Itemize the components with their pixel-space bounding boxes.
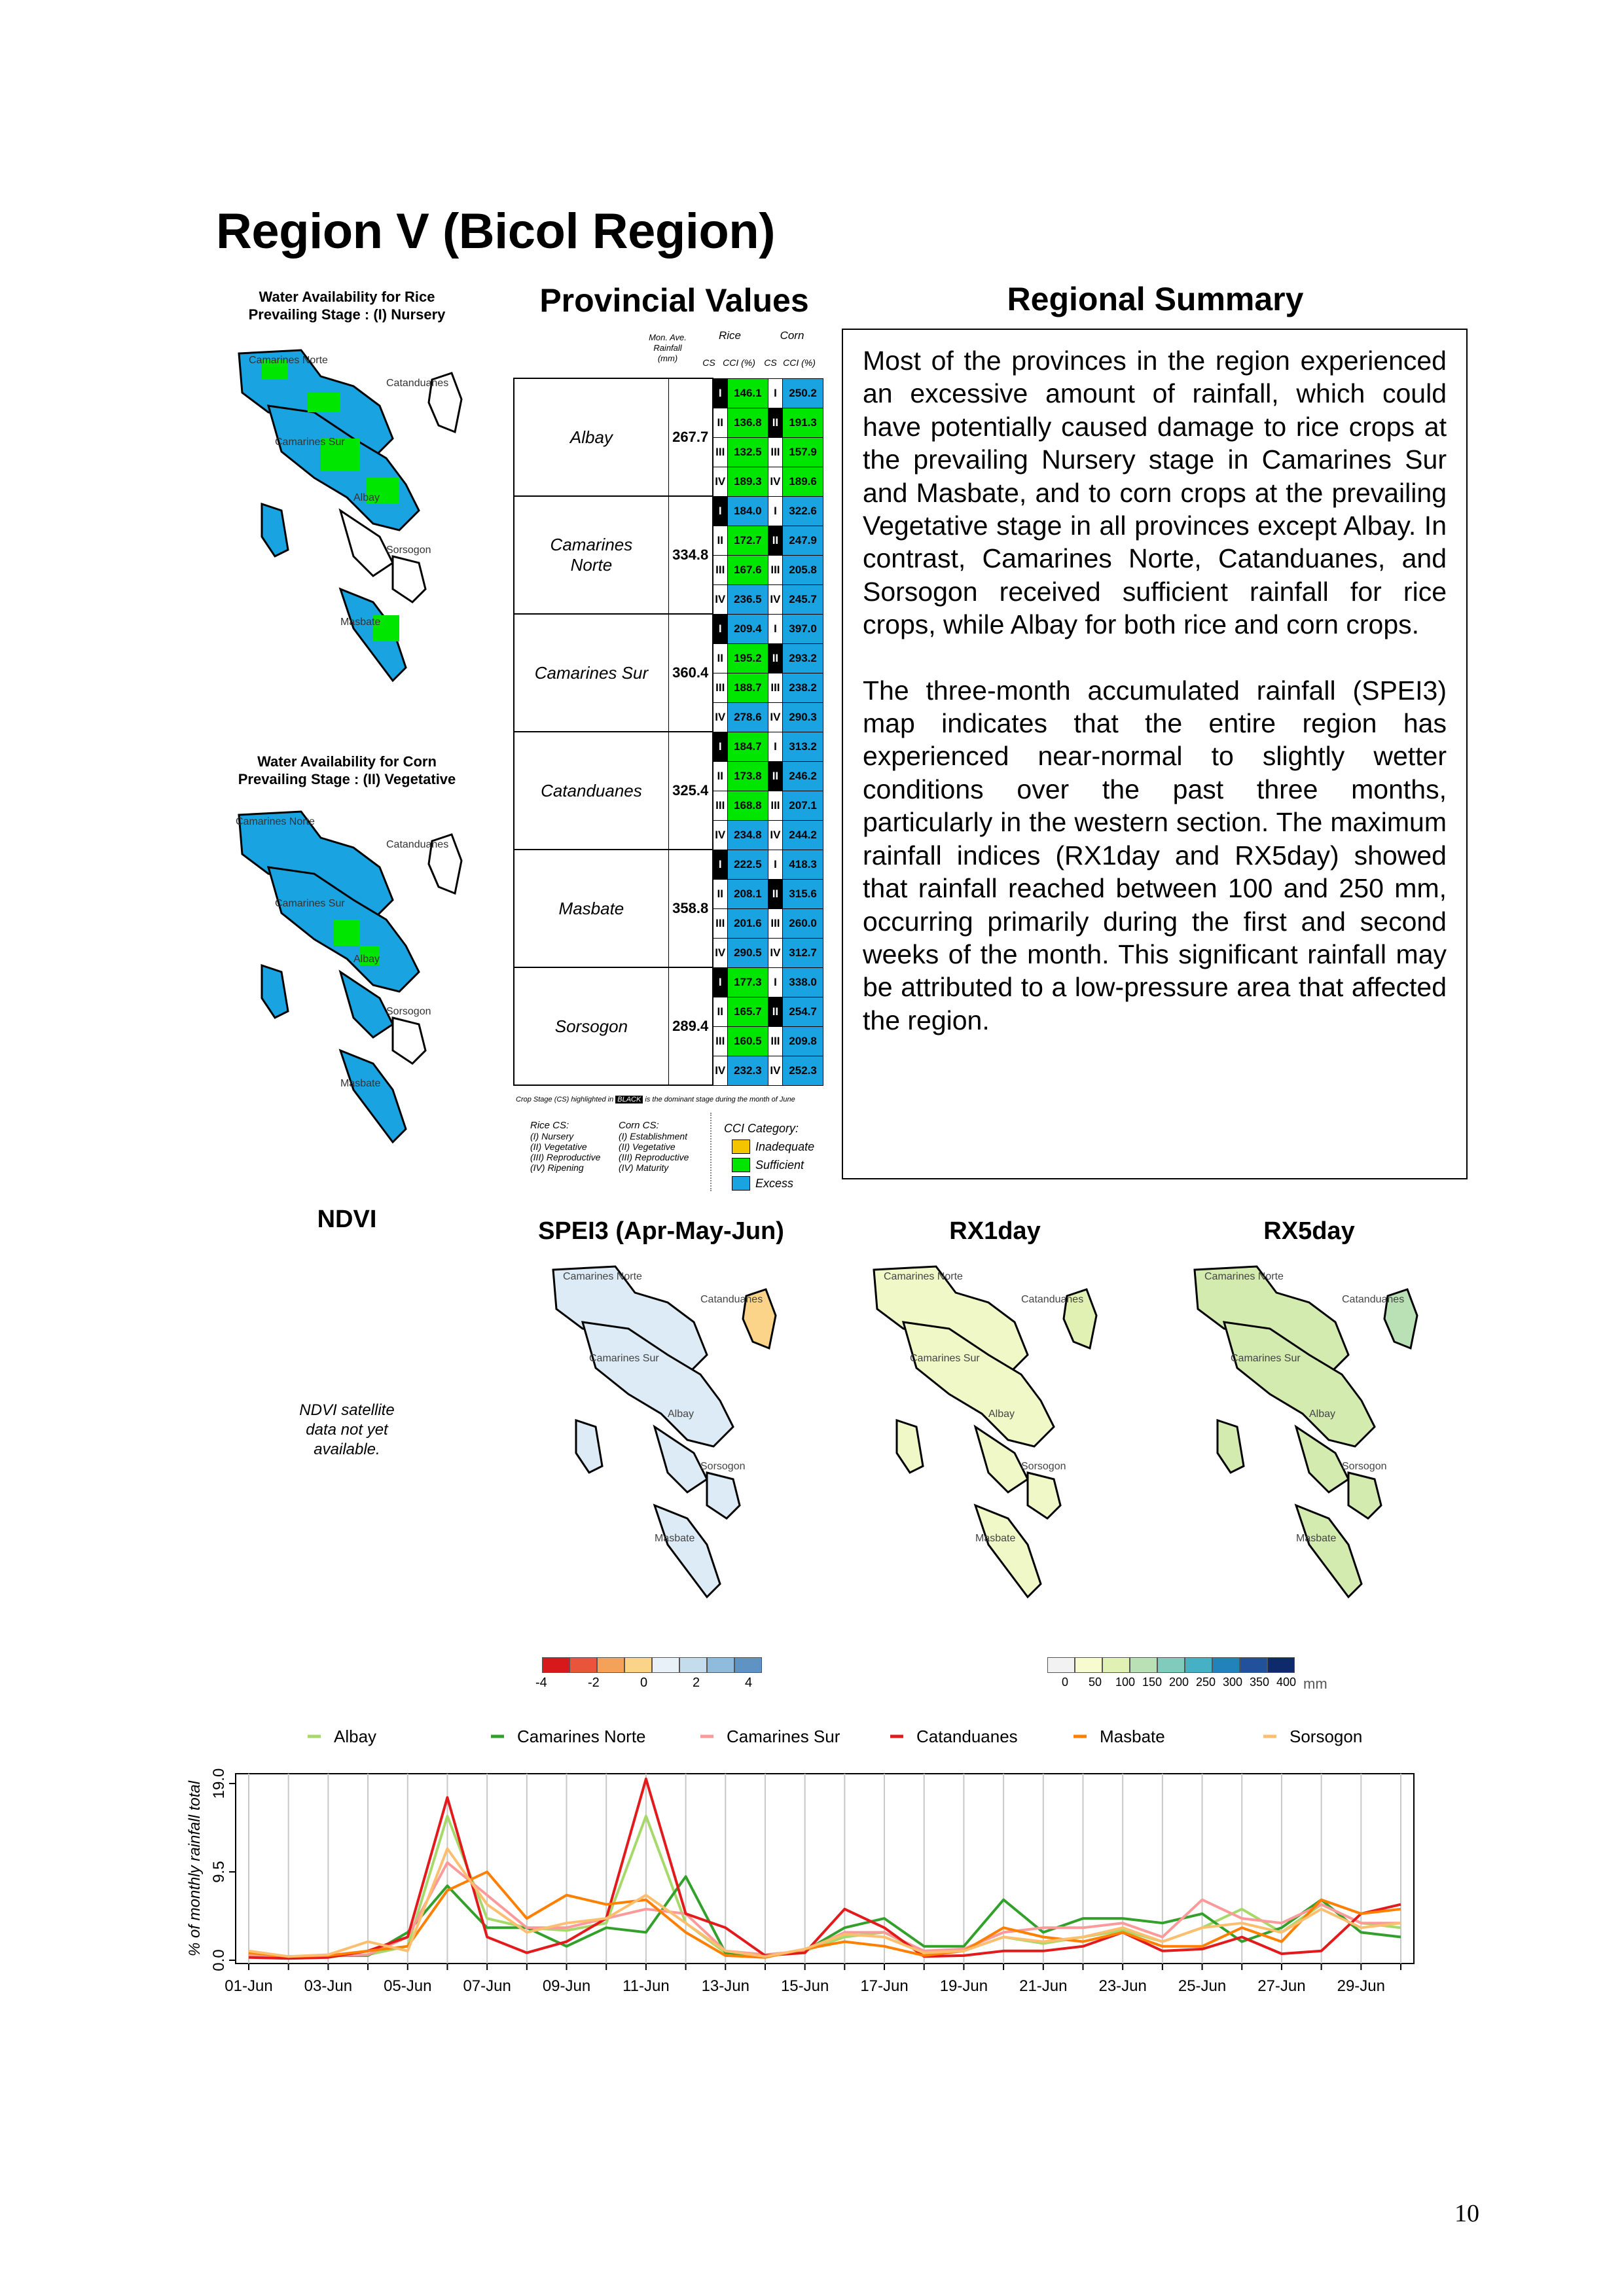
spei3-scale-tick: 4 (745, 1676, 753, 1690)
corn-cci-value: 247.9 (783, 526, 823, 555)
rice-crop-stage: I (713, 496, 728, 526)
rice-map-islands (239, 350, 461, 681)
legend-label: Camarines Norte (517, 1727, 646, 1746)
y-tick-label: 0.0 (210, 1949, 228, 1971)
corn-map-caption-line2: Prevailing Stage : (II) Vegetative (238, 771, 456, 787)
rice-crop-stage: II (713, 879, 728, 908)
corn-crop-stage: I (768, 378, 782, 408)
ndvi-heading: NDVI (317, 1206, 377, 1233)
rice-cs-item: (I) Nursery (530, 1131, 574, 1141)
rice-cci-value: 173.8 (727, 761, 768, 791)
rice-cci-value: 201.6 (727, 908, 768, 938)
rice-crop-stage: II (713, 408, 728, 437)
spei3-map-label: Camarines Norte (563, 1271, 642, 1282)
page-title: Region V (Bicol Region) (216, 204, 776, 259)
spei3-scale-swatch (624, 1657, 652, 1673)
x-tick-label: 23-Jun (1098, 1977, 1147, 1995)
rice-map-label-catanduanes: Catanduanes (386, 378, 449, 389)
table-row (514, 850, 823, 879)
header-rice-cci: CCI (%) (723, 357, 755, 368)
cci-excess-label: Excess (755, 1177, 794, 1190)
corn-crop-stage: II (768, 408, 782, 437)
spei3-scale-swatch (597, 1657, 624, 1673)
province-rainfall: 360.4 (668, 614, 712, 732)
x-tick-label: 29-Jun (1337, 1977, 1386, 1995)
corn-cci-value: 191.3 (783, 408, 823, 437)
header-rice: Rice (718, 329, 741, 342)
rice-cci-value: 195.2 (727, 643, 768, 673)
corn-crop-stage: II (768, 643, 782, 673)
spei3-map-island (655, 1505, 720, 1597)
rx-scale-swatch (1185, 1657, 1212, 1673)
spei3-scale-ticks (529, 1676, 765, 1695)
rice-crop-stage: IV (713, 702, 728, 732)
province-name: Catanduanes (514, 732, 668, 850)
rx-scale-ticks (1053, 1676, 1393, 1695)
rice-map-caption (216, 288, 478, 323)
corn-cci-value: 209.8 (783, 1026, 823, 1056)
corn-cci-value: 245.7 (783, 584, 823, 614)
corn-crop-stage: IV (768, 584, 782, 614)
footnote-pre: Crop Stage (CS) highlighted in (516, 1096, 614, 1103)
rx5day-map-island (1296, 1505, 1362, 1597)
cci-excess-swatch (732, 1176, 750, 1191)
rx-scale-tick: 200 (1169, 1676, 1189, 1689)
ndvi-note-line1: NDVI satellite (299, 1401, 395, 1419)
rice-map-label-camarines-norte: Camarines Norte (249, 355, 328, 366)
legend-label: Camarines Sur (727, 1727, 840, 1746)
legend-label: Catanduanes (916, 1727, 1018, 1746)
province-rainfall: 289.4 (668, 967, 712, 1085)
corn-map-label-camarines-sur: Camarines Sur (275, 898, 345, 909)
rice-crop-stage: III (713, 555, 728, 584)
province-name: Albay (514, 378, 668, 496)
rx-scale-tick: 350 (1250, 1676, 1270, 1689)
rice-cci-value: 172.7 (727, 526, 768, 555)
daily-rainfall-line-chart (183, 1721, 1479, 2003)
spei3-map-island (707, 1473, 740, 1518)
spei3-scale-swatch (707, 1657, 734, 1673)
cci-inadequate-swatch (732, 1139, 750, 1154)
corn-cci-value: 250.2 (783, 378, 823, 408)
corn-crop-stage: III (768, 1026, 782, 1056)
rice-water-map (223, 340, 471, 707)
corn-cci-value: 293.2 (783, 643, 823, 673)
corn-cci-value: 397.0 (783, 614, 823, 643)
cci-excess (724, 1174, 835, 1193)
provincial-values-heading: Provincial Values (539, 282, 809, 319)
rx-scale-unit: mm (1303, 1676, 1327, 1692)
rx-scale-swatch (1157, 1657, 1185, 1673)
spei3-scale-swatch (679, 1657, 707, 1673)
spei3-scale-swatch (652, 1657, 679, 1673)
footnote-post: is the dominant stage during the month of June (645, 1096, 795, 1103)
rice-cci-value: 234.8 (727, 820, 768, 850)
corn-crop-stage: II (768, 879, 782, 908)
rx1day-map-island (975, 1505, 1041, 1597)
spei3-scale-tick: 2 (693, 1676, 700, 1690)
corn-map-caption-line1: Water Availability for Corn (257, 753, 437, 770)
rice-crop-stage: I (713, 378, 728, 408)
rice-cci-value: 209.4 (727, 614, 768, 643)
corn-cs-title: Corn CS: (619, 1120, 659, 1131)
rx5day-map-island (1348, 1473, 1381, 1518)
spei3-heading: SPEI3 (Apr-May-Jun) (538, 1217, 784, 1245)
table-row (514, 378, 823, 408)
x-tick-label: 03-Jun (304, 1977, 353, 1995)
rice-cci-value: 132.5 (727, 437, 768, 467)
rice-crop-stage: I (713, 967, 728, 997)
corn-cci-value: 338.0 (783, 967, 823, 997)
cci-sufficient (724, 1156, 835, 1174)
rice-cs-item: (IV) Ripening (530, 1162, 584, 1173)
header-rice-cs: CS (702, 357, 715, 368)
rx5day-map-label: Camarines Sur (1231, 1353, 1301, 1364)
corn-map-caption (216, 753, 478, 788)
legend-label: Albay (334, 1727, 377, 1746)
corn-cci-value: 322.6 (783, 496, 823, 526)
rx5day-map-label: Albay (1309, 1408, 1336, 1420)
corn-map-label-masbate: Masbate (340, 1078, 381, 1089)
regional-summary-heading: Regional Summary (1007, 281, 1304, 317)
corn-crop-stage: II (768, 526, 782, 555)
rx-color-scale (1047, 1657, 1295, 1673)
rice-cs-item: (II) Vegetative (530, 1141, 587, 1152)
rice-cci-value: 232.3 (727, 1056, 768, 1085)
rx-scale-swatch (1075, 1657, 1102, 1673)
table-row (514, 496, 823, 526)
rx1day-map-island (1028, 1473, 1060, 1518)
legend-label: Masbate (1100, 1727, 1165, 1746)
header-corn-cci: CCI (%) (783, 357, 816, 368)
corn-crop-stage: IV (768, 1056, 782, 1085)
rx-scale-swatch (1212, 1657, 1240, 1673)
x-tick-label: 05-Jun (384, 1977, 432, 1995)
rx-scale-tick: 300 (1223, 1676, 1243, 1689)
cci-sufficient-label: Sufficient (755, 1158, 804, 1172)
province-rainfall: 358.8 (668, 850, 712, 967)
corn-cci-value: 315.6 (783, 879, 823, 908)
rx-scale-tick: 50 (1089, 1676, 1102, 1689)
rx1day-map-label: Camarines Sur (910, 1353, 980, 1364)
corn-cci-value: 244.2 (783, 820, 823, 850)
rx-scale-tick: 100 (1115, 1676, 1136, 1689)
rice-crop-stage: IV (713, 1056, 728, 1085)
province-name: Sorsogon (514, 967, 668, 1085)
rice-map-label-masbate: Masbate (340, 617, 381, 628)
x-tick-label: 07-Jun (463, 1977, 511, 1995)
spei3-map-label: Sorsogon (700, 1461, 746, 1472)
x-tick-label: 27-Jun (1257, 1977, 1306, 1995)
rx5day-map (1178, 1257, 1427, 1610)
rice-map-label-albay: Albay (353, 492, 380, 503)
corn-map-label-sorsogon: Sorsogon (386, 1006, 431, 1017)
rice-cs-legend (530, 1121, 609, 1173)
rice-cci-value: 168.8 (727, 791, 768, 820)
rx-scale-tick: 0 (1062, 1676, 1069, 1689)
corn-crop-stage: IV (768, 820, 782, 850)
corn-map-islands (239, 812, 461, 1142)
rx-scale-swatch (1047, 1657, 1075, 1673)
rx5day-map-label: Sorsogon (1342, 1461, 1387, 1472)
summary-paragraph-1: Most of the provinces in the region experienced an excessive amount of rainfall, which could have potentially caused damage to rice crops at the prevailing Nursery stage in Camarines Sur and Masbate, and to corn crops at the prevailing Vegetative stage in all provinces except Albay. In contrast, Camarines Norte, Catanduanes, and Sorsogon received sufficient rainfall for rice crops, while Albay for both rice and corn crops. (863, 346, 1447, 640)
table-row (514, 614, 823, 643)
x-tick-label: 13-Jun (701, 1977, 749, 1995)
rice-crop-stage: III (713, 437, 728, 467)
corn-crop-stage: III (768, 673, 782, 702)
province-rainfall: 334.8 (668, 496, 712, 614)
x-tick-label: 15-Jun (780, 1977, 829, 1995)
corn-cs-item: (II) Vegetative (619, 1141, 676, 1152)
corn-crop-stage: IV (768, 938, 782, 967)
rice-crop-stage: III (713, 673, 728, 702)
corn-cci-value: 260.0 (783, 908, 823, 938)
province-name: Camarines Norte (514, 496, 668, 614)
footnote-black: BLACK (615, 1096, 643, 1103)
cci-inadequate-label: Inadequate (755, 1140, 815, 1153)
rx5day-map-label: Masbate (1296, 1533, 1337, 1544)
corn-crop-stage: IV (768, 467, 782, 496)
rice-crop-stage: IV (713, 467, 728, 496)
cci-title: CCI Category: (724, 1122, 799, 1135)
corn-crop-stage: I (768, 850, 782, 879)
corn-cs-item: (IV) Maturity (619, 1162, 669, 1173)
rice-cs-title: Rice CS: (530, 1120, 569, 1131)
spei3-scale-swatch (734, 1657, 762, 1673)
rx5day-map-label: Catanduanes (1342, 1294, 1405, 1305)
y-tick-label: 19.0 (210, 1768, 228, 1799)
rx1day-map-island (897, 1420, 923, 1473)
corn-crop-stage: I (768, 614, 782, 643)
rice-cci-value: 136.8 (727, 408, 768, 437)
rice-crop-stage: IV (713, 938, 728, 967)
rice-crop-stage: IV (713, 584, 728, 614)
x-tick-label: 17-Jun (860, 1977, 909, 1995)
ndvi-note-line2: data not yet (306, 1421, 388, 1439)
rice-crop-stage: III (713, 1026, 728, 1056)
cci-sufficient-swatch (732, 1158, 750, 1172)
rice-map-label-camarines-sur: Camarines Sur (275, 437, 345, 448)
rx1day-map-label: Camarines Norte (884, 1271, 963, 1282)
x-tick-label: 11-Jun (623, 1977, 670, 1995)
rice-cci-value: 184.7 (727, 732, 768, 761)
rice-crop-stage: I (713, 614, 728, 643)
rice-cci-value: 222.5 (727, 850, 768, 879)
rice-map-caption-line1: Water Availability for Rice (259, 289, 435, 305)
rice-crop-stage: II (713, 761, 728, 791)
spei3-color-scale (542, 1657, 762, 1673)
rx-scale-swatch (1130, 1657, 1157, 1673)
rice-cci-value: 290.5 (727, 938, 768, 967)
rice-map-caption-line2: Prevailing Stage : (I) Nursery (248, 306, 446, 323)
corn-map-label-albay: Albay (353, 954, 380, 965)
rx-scale-tick: 400 (1276, 1676, 1297, 1689)
corn-cs-item: (III) Reproductive (619, 1152, 689, 1162)
rice-cci-value: 236.5 (727, 584, 768, 614)
spei3-scale-tick: 0 (640, 1676, 648, 1690)
x-tick-label: 01-Jun (225, 1977, 273, 1995)
spei3-map (537, 1257, 785, 1610)
ndvi-note (262, 1401, 432, 1460)
y-axis-label: % of monthly rainfall total (186, 1780, 204, 1957)
corn-cci-value: 254.7 (783, 997, 823, 1026)
rx1day-map-label: Catanduanes (1021, 1294, 1084, 1305)
province-rainfall: 267.7 (668, 378, 712, 496)
rice-crop-stage: II (713, 997, 728, 1026)
rice-cci-value: 146.1 (727, 378, 768, 408)
spei3-scale-tick: -4 (535, 1676, 547, 1690)
corn-cs-legend (619, 1121, 704, 1173)
corn-cci-value: 246.2 (783, 761, 823, 791)
corn-cci-value: 312.7 (783, 938, 823, 967)
rice-cci-value: 208.1 (727, 879, 768, 908)
rice-cci-value: 177.3 (727, 967, 768, 997)
rx1day-map-label: Sorsogon (1021, 1461, 1066, 1472)
rice-crop-stage: II (713, 643, 728, 673)
corn-crop-stage: III (768, 437, 782, 467)
rice-crop-stage: I (713, 732, 728, 761)
table-row (514, 732, 823, 761)
x-tick-label: 19-Jun (939, 1977, 988, 1995)
spei3-scale-swatch (569, 1657, 597, 1673)
rx-scale-tick: 250 (1196, 1676, 1216, 1689)
spei3-scale-tick: -2 (588, 1676, 600, 1690)
corn-map-label-catanduanes: Catanduanes (386, 839, 449, 850)
header-corn: Corn (780, 329, 804, 342)
rx1day-heading: RX1day (949, 1217, 1041, 1245)
corn-cci-value: 290.3 (783, 702, 823, 732)
corn-crop-stage: II (768, 761, 782, 791)
summary-paragraph-2: The three-month accumulated rainfall (SPEI3) map indicates that the entire region has experienced near-normal to slightly wetter conditions over the past three months, particularly in the western section. The maximum rainfall indices (RX1day and RX5day) showed that rainfall reached between 100 and 250 mm, occurring primarily during the first and second weeks of the month. This significant rainfall may be attributed to a low-pressure area that affected the region. (863, 675, 1447, 1035)
province-name: Masbate (514, 850, 668, 967)
rx-scale-swatch (1102, 1657, 1130, 1673)
legend-label: Sorsogon (1290, 1727, 1363, 1746)
rice-crop-stage: III (713, 908, 728, 938)
x-tick-label: 09-Jun (542, 1977, 591, 1995)
rx1day-map-label: Albay (988, 1408, 1015, 1420)
rice-cs-item: (III) Reproductive (530, 1152, 601, 1162)
corn-cci-value: 205.8 (783, 555, 823, 584)
spei3-map-label: Albay (668, 1408, 695, 1420)
corn-cci-value: 238.2 (783, 673, 823, 702)
spei3-map-island (576, 1420, 602, 1473)
province-name: Camarines Sur (514, 614, 668, 732)
corn-cci-value: 189.6 (783, 467, 823, 496)
header-rainfall: Mon. Ave. Rainfall (mm) (649, 332, 687, 363)
corn-water-map (223, 802, 471, 1168)
rice-crop-stage: I (713, 850, 728, 879)
corn-crop-stage: I (768, 967, 782, 997)
rx5day-map-island (1218, 1420, 1244, 1473)
corn-cci-value: 252.3 (783, 1056, 823, 1085)
rice-crop-stage: III (713, 791, 728, 820)
header-corn-cs: CS (764, 357, 777, 368)
spei3-scale-swatch (542, 1657, 569, 1673)
rice-cci-value: 160.5 (727, 1026, 768, 1056)
rx1day-map (857, 1257, 1106, 1610)
rx5day-map-label: Camarines Norte (1204, 1271, 1284, 1282)
legend-divider (710, 1113, 713, 1191)
rice-map-label-sorsogon: Sorsogon (386, 545, 431, 556)
rice-cci-value: 188.7 (727, 673, 768, 702)
corn-cci-value: 207.1 (783, 791, 823, 820)
rice-cci-value: 184.0 (727, 496, 768, 526)
corn-cs-item: (I) Establishment (619, 1131, 688, 1141)
x-tick-label: 25-Jun (1178, 1977, 1227, 1995)
corn-crop-stage: III (768, 791, 782, 820)
rice-crop-stage: IV (713, 820, 728, 850)
corn-crop-stage: IV (768, 702, 782, 732)
corn-crop-stage: III (768, 555, 782, 584)
rx-scale-swatch (1240, 1657, 1267, 1673)
cci-inadequate (724, 1138, 835, 1156)
rice-cci-value: 165.7 (727, 997, 768, 1026)
rx1day-map-label: Masbate (975, 1533, 1016, 1544)
rice-crop-stage: II (713, 526, 728, 555)
rice-cci-value: 278.6 (727, 702, 768, 732)
cci-legend (724, 1119, 835, 1193)
province-rainfall: 325.4 (668, 732, 712, 850)
corn-cci-value: 418.3 (783, 850, 823, 879)
spei3-map-label: Masbate (655, 1533, 695, 1544)
x-tick-label: 21-Jun (1019, 1977, 1068, 1995)
rice-cci-value: 189.3 (727, 467, 768, 496)
corn-crop-stage: I (768, 732, 782, 761)
corn-crop-stage: II (768, 997, 782, 1026)
table-row (514, 967, 823, 997)
rx-scale-swatch (1267, 1657, 1295, 1673)
rx5day-heading: RX5day (1263, 1217, 1355, 1245)
page-number: 10 (1454, 2200, 1479, 2227)
y-tick-label: 9.5 (210, 1861, 228, 1883)
provincial-values-table (513, 378, 823, 1086)
corn-crop-stage: III (768, 908, 782, 938)
rx-scale-tick: 150 (1142, 1676, 1163, 1689)
regional-summary-box (842, 329, 1468, 1179)
spei3-map-label: Catanduanes (700, 1294, 763, 1305)
spei3-map-label: Camarines Sur (589, 1353, 659, 1364)
ndvi-note-line3: available. (314, 1441, 380, 1458)
provincial-footnote (516, 1094, 830, 1105)
corn-cci-value: 157.9 (783, 437, 823, 467)
rice-cci-value: 167.6 (727, 555, 768, 584)
corn-crop-stage: I (768, 496, 782, 526)
corn-cci-value: 313.2 (783, 732, 823, 761)
corn-map-label-camarines-norte: Camarines Norte (236, 816, 315, 827)
